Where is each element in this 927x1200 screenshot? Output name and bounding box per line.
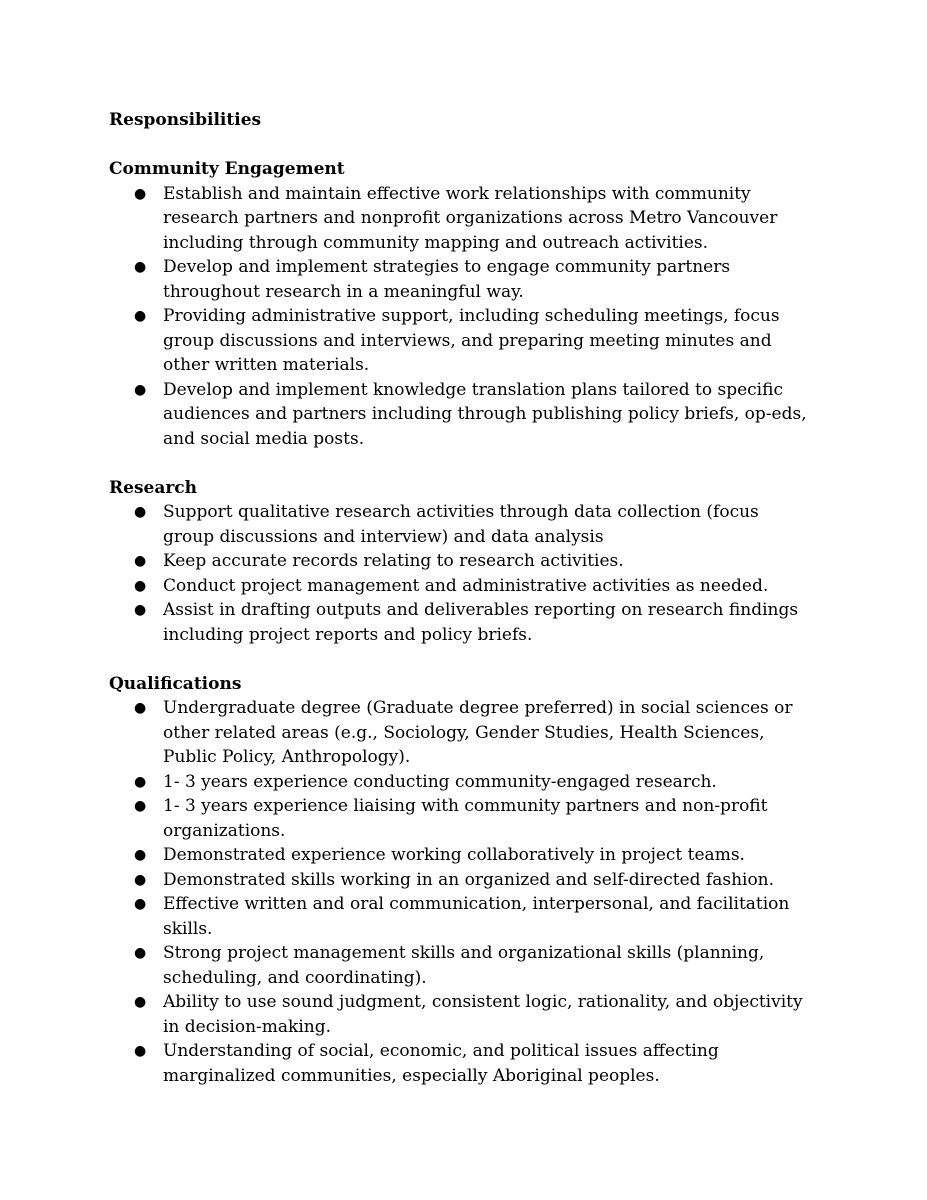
list-item-text: Effective written and oral communication, interpersonal, and facilitation skills.	[163, 894, 790, 939]
list-item	[109, 770, 809, 795]
list-item	[109, 843, 809, 868]
list-item	[109, 500, 809, 549]
section-heading: Research	[109, 477, 198, 498]
bullet-icon: ●	[134, 259, 147, 275]
list-item-text: Keep accurate records relating to research activities.	[163, 551, 624, 571]
list-item	[109, 990, 809, 1039]
bullet-icon: ●	[134, 185, 147, 202]
list-item	[109, 1039, 809, 1088]
page-title: Responsibilities	[109, 110, 262, 130]
section-research	[109, 476, 809, 648]
document-page	[109, 108, 809, 1113]
bullet-icon: ●	[134, 871, 147, 888]
list-item-text: 1- 3 years experience liaising with community partners and non-profit organizations.	[163, 796, 768, 841]
section-qualifications	[109, 672, 809, 1089]
list-item-text: Establish and maintain effective work relationships with community research partners and nonprofit organizations across Metro Vancouver including through community mapping and outreach activities.	[163, 183, 778, 253]
list-item	[109, 696, 809, 770]
list-item-text: Conduct project management and administrative activities as needed.	[163, 575, 769, 596]
section-heading: Community Engagement	[109, 159, 345, 179]
section-community-engagement	[109, 157, 809, 451]
list-item	[109, 574, 809, 599]
list-item-text: Develop and implement knowledge translation plans tailored to specific audiences and partners including through publishing policy briefs, op-eds, and social media posts.	[163, 379, 807, 449]
list-item	[109, 378, 809, 452]
bullet-icon: ●	[134, 700, 147, 716]
list-item-text: Strong project management skills and organizational skills (planning, scheduling, and coordinating).	[163, 943, 765, 988]
bullet-list	[109, 696, 809, 1088]
bullet-icon: ●	[134, 577, 147, 594]
list-item	[109, 598, 809, 647]
bullet-icon: ●	[134, 602, 147, 618]
list-item	[109, 182, 809, 256]
bullet-list	[109, 182, 809, 452]
list-item-text: Develop and implement strategies to engage community partners throughout research in a meaningful way.	[163, 257, 731, 302]
bullet-icon: ●	[134, 994, 147, 1010]
list-item-text: Understanding of social, economic, and political issues affecting marginalized communities, especially Aboriginal peoples.	[163, 1041, 719, 1086]
bullet-icon: ●	[134, 945, 147, 961]
bullet-icon: ●	[134, 553, 147, 569]
list-item	[109, 892, 809, 941]
bullet-icon: ●	[134, 896, 147, 912]
list-item-text: Demonstrated skills working in an organized and self-directed fashion.	[163, 869, 775, 890]
list-item-text: Demonstrated experience working collaboratively in project teams.	[163, 845, 745, 865]
bullet-icon: ●	[134, 504, 147, 520]
list-item-text: Undergraduate degree (Graduate degree preferred) in social sciences or other related areas (e.g., Sociology, Gender Studies, Health Sciences, Public Policy, Anthropology).	[163, 698, 793, 767]
list-item-text: Providing administrative support, including scheduling meetings, focus group discussions and interviews, and preparing meeting minutes and other written materials.	[163, 306, 780, 375]
list-item	[109, 868, 809, 893]
bullet-icon: ●	[134, 381, 147, 398]
list-item-text: Support qualitative research activities through data collection (focus group discussions and interview) and data analysis	[163, 502, 759, 547]
list-item	[109, 794, 809, 843]
bullet-list	[109, 500, 809, 647]
bullet-icon: ●	[134, 308, 147, 324]
bullet-icon: ●	[134, 1043, 147, 1059]
bullet-icon: ●	[134, 773, 147, 790]
section-heading: Qualifications	[109, 673, 242, 694]
bullet-icon: ●	[134, 847, 147, 863]
list-item	[109, 549, 809, 574]
list-item	[109, 941, 809, 990]
bullet-icon: ●	[134, 798, 147, 814]
list-item-text: 1- 3 years experience conducting community-engaged research.	[163, 771, 717, 792]
list-item-text: Ability to use sound judgment, consistent logic, rationality, and objectivity in decision-making.	[163, 992, 803, 1037]
list-item	[109, 255, 809, 304]
list-item-text: Assist in drafting outputs and deliverables reporting on research findings including project reports and policy briefs.	[163, 600, 799, 645]
list-item	[109, 304, 809, 378]
